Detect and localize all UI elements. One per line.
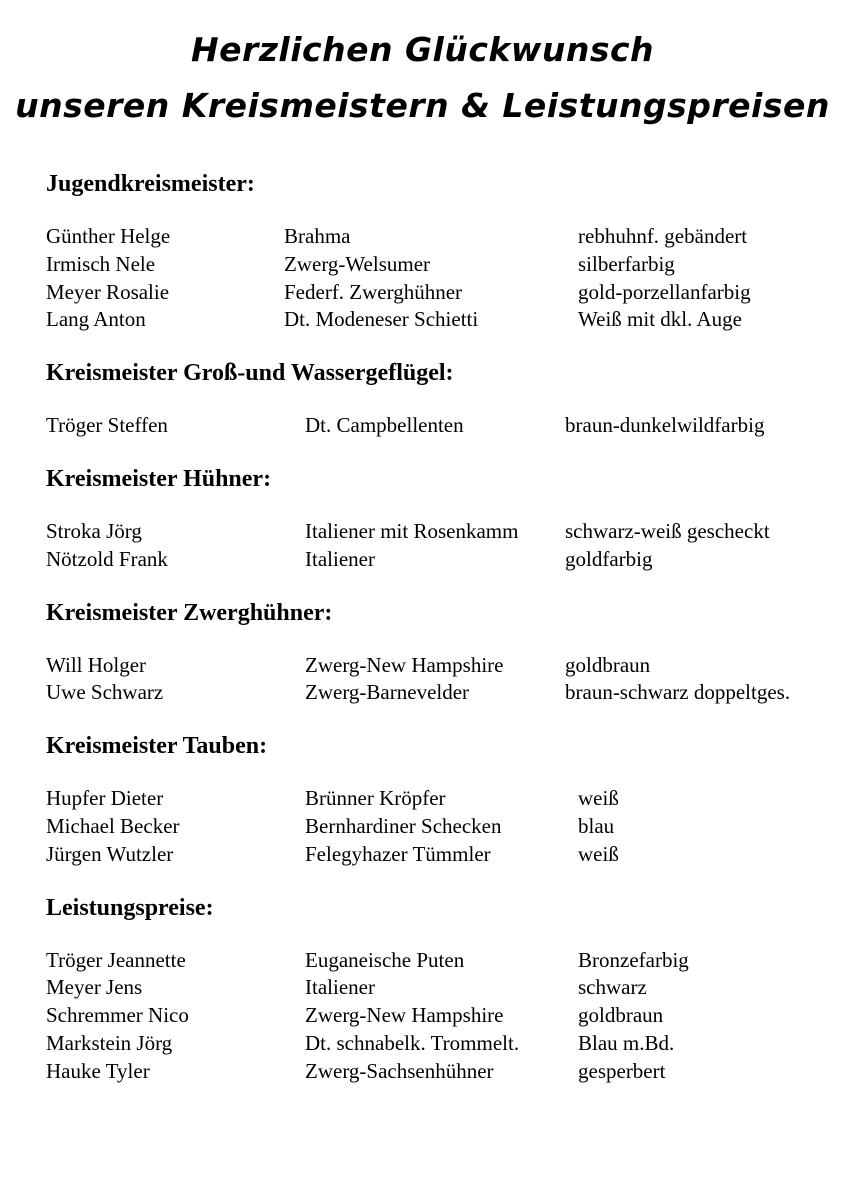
breeder-name: Günther Helge — [46, 224, 171, 248]
section — [46, 598, 836, 708]
section-heading: Kreismeister Hühner: — [46, 465, 272, 492]
section-heading: Leistungspreise: — [46, 894, 214, 921]
entry-row — [46, 546, 836, 574]
color-variety: goldbraun — [578, 1003, 664, 1028]
breeder-name: Hauke Tyler — [46, 1058, 150, 1083]
entry-list — [46, 947, 836, 1086]
section — [46, 731, 836, 868]
breeder-name: Meyer Rosalie — [46, 279, 170, 304]
breed-name: Italiener mit Rosenkamm — [305, 518, 519, 543]
breed-name: Brünner Kröpfer — [305, 786, 446, 811]
color-variety: weiß — [578, 841, 619, 866]
entry-row — [46, 974, 836, 1002]
breeder-name: Tröger Jeannette — [46, 947, 186, 972]
title-line-1: Herzlichen Glückwunsch — [190, 30, 655, 69]
breeder-name: Stroka Jörg — [46, 518, 142, 543]
entry-list — [46, 223, 836, 334]
section — [46, 169, 836, 334]
section-heading: Kreismeister Tauben: — [46, 733, 268, 760]
section — [46, 893, 836, 1086]
title-line-2: unseren Kreismeistern & Leistungspreisen — [15, 86, 830, 125]
breed-name: Brahma — [284, 224, 351, 248]
breeder-name: Lang Anton — [46, 307, 146, 332]
entry-row — [46, 412, 836, 440]
entry-row — [46, 785, 836, 813]
color-variety: schwarz-weiß gescheckt — [565, 518, 770, 543]
breed-name: Euganeische Puten — [305, 947, 465, 972]
breed-name: Zwerg-New Hampshire — [305, 652, 504, 677]
breed-name: Italiener — [305, 975, 375, 1000]
color-variety: silberfarbig — [578, 251, 675, 276]
breeder-name: Nötzold Frank — [46, 546, 168, 571]
color-variety: gesperbert — [578, 1058, 666, 1083]
entry-row — [46, 947, 836, 975]
color-variety: goldbraun — [565, 652, 651, 677]
color-variety: braun-dunkelwildfarbig — [565, 413, 765, 438]
breed-name: Dt. schnabelk. Trommelt. — [305, 1030, 520, 1055]
color-variety: rebhuhnf. gebändert — [578, 224, 748, 248]
color-variety: gold-porzellanfarbig — [578, 279, 751, 304]
breeder-name: Jürgen Wutzler — [46, 841, 174, 866]
entry-row — [46, 306, 836, 334]
entry-row — [46, 841, 836, 869]
breeder-name: Uwe Schwarz — [46, 680, 164, 705]
breeder-name: Tröger Steffen — [46, 413, 168, 438]
breeder-name: Schremmer Nico — [46, 1003, 189, 1028]
breeder-name: Meyer Jens — [46, 975, 143, 1000]
color-variety: Blau m.Bd. — [578, 1030, 675, 1055]
results-list — [46, 169, 836, 1110]
breeder-name: Hupfer Dieter — [46, 786, 164, 811]
entry-list — [46, 785, 836, 868]
breed-name: Zwerg-Sachsenhühner — [305, 1058, 494, 1083]
breed-name: Felegyhazer Tümmler — [305, 841, 491, 866]
entry-row — [46, 652, 836, 680]
section-heading: Kreismeister Zwerghühner: — [46, 599, 333, 626]
breeder-name: Will Holger — [46, 652, 147, 677]
breed-name: Zwerg-Welsumer — [284, 251, 431, 276]
entry-row — [46, 1002, 836, 1030]
color-variety: Bronzefarbig — [578, 947, 689, 972]
section-heading: Jugendkreismeister: — [46, 171, 255, 197]
entry-list — [46, 412, 836, 440]
color-variety: Weiß mit dkl. Auge — [578, 307, 742, 332]
breed-name: Italiener — [305, 546, 375, 571]
color-variety: blau — [578, 813, 615, 838]
breed-name: Zwerg-New Hampshire — [305, 1003, 504, 1028]
entry-list — [46, 652, 836, 708]
color-variety: braun-schwarz doppeltges. — [565, 680, 791, 705]
section — [46, 358, 836, 440]
entry-row — [46, 279, 836, 307]
breed-name: Bernhardiner Schecken — [305, 813, 502, 838]
page-title — [0, 22, 845, 134]
breeder-name: Michael Becker — [46, 813, 180, 838]
breed-name: Federf. Zwerghühner — [284, 279, 463, 304]
entry-row — [46, 518, 836, 546]
section — [46, 464, 836, 574]
entry-list — [46, 518, 836, 574]
section-heading: Kreismeister Groß-und Wassergeflügel: — [46, 360, 454, 387]
entry-row — [46, 679, 836, 707]
color-variety: weiß — [578, 786, 619, 811]
entry-row — [46, 1058, 836, 1086]
breeder-name: Markstein Jörg — [46, 1030, 173, 1055]
breeder-name: Irmisch Nele — [46, 251, 156, 276]
breed-name: Zwerg-Barnevelder — [305, 680, 470, 705]
entry-row — [46, 813, 836, 841]
color-variety: goldfarbig — [565, 546, 653, 571]
entry-row — [46, 223, 836, 251]
breed-name: Dt. Campbellenten — [305, 413, 464, 438]
breed-name: Dt. Modeneser Schietti — [284, 307, 479, 332]
entry-row — [46, 251, 836, 279]
color-variety: schwarz — [578, 975, 647, 1000]
entry-row — [46, 1030, 836, 1058]
